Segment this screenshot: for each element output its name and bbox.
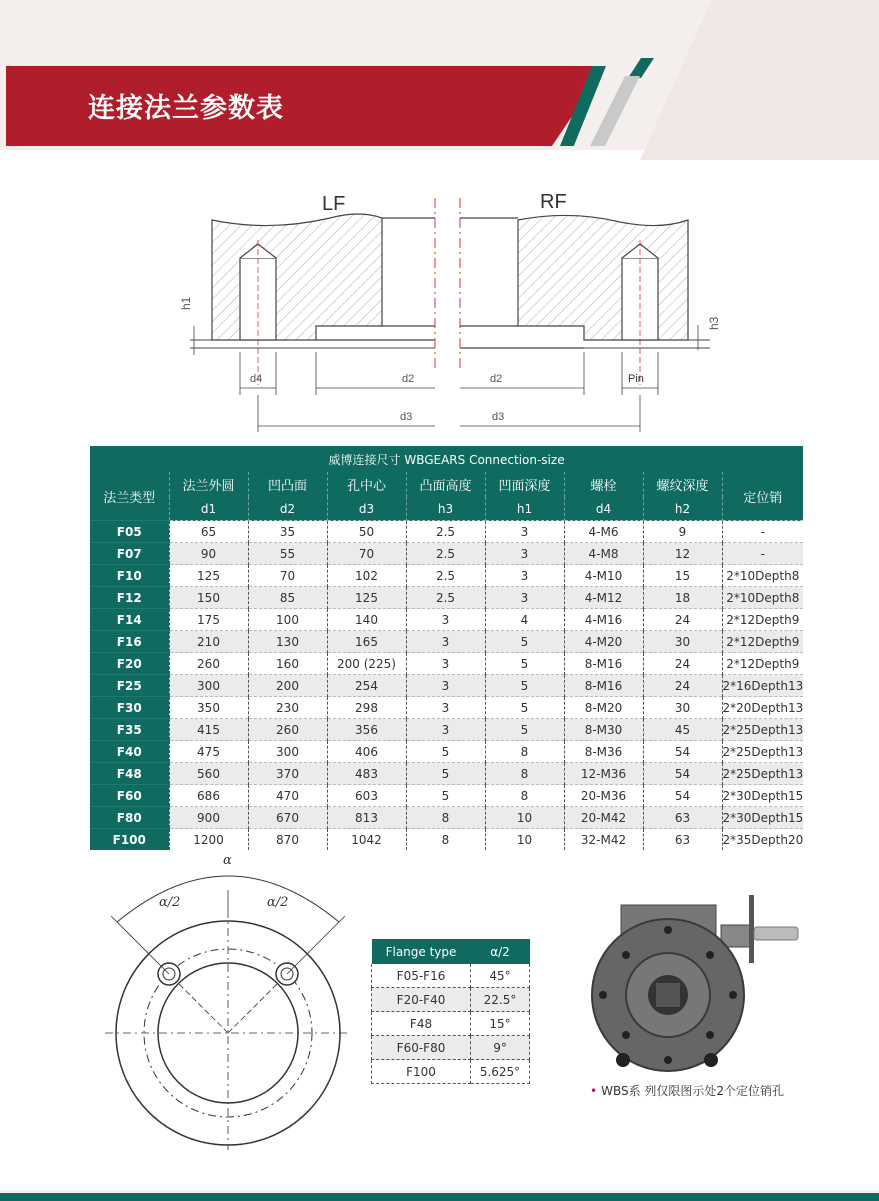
table-row — [90, 521, 803, 543]
table-cell: 8-M16 — [564, 675, 643, 697]
column-header: 凹凸面 — [248, 472, 327, 497]
table-cell: 20-M42 — [564, 807, 643, 829]
table-cell: 8 — [485, 763, 564, 785]
table-cell: 12 — [643, 543, 722, 565]
table-cell: 5 — [485, 719, 564, 741]
h1-label: h1 — [179, 296, 193, 310]
table-cell: 4-M12 — [564, 587, 643, 609]
table-cell: 3 — [406, 675, 485, 697]
d3-left-label: d3 — [400, 411, 413, 423]
table-cell: 3 — [406, 697, 485, 719]
angle-column-header: α/2 — [471, 939, 530, 964]
column-header: 法兰外圆 — [169, 472, 248, 497]
alpha-half-right-label: α/2 — [267, 895, 289, 910]
table-cell: 4-M10 — [564, 565, 643, 587]
column-header: 定位销 — [722, 472, 803, 521]
table-cell: 260 — [248, 719, 327, 741]
flange-section-diagram — [150, 180, 730, 440]
column-symbol: h3 — [406, 497, 485, 521]
table-cell: 603 — [327, 785, 406, 807]
table-cell: 210 — [169, 631, 248, 653]
flange-type-cell: F60 — [90, 785, 169, 807]
angle-cell: F20-F40 — [372, 988, 471, 1012]
table-cell: 85 — [248, 587, 327, 609]
table-cell: 90 — [169, 543, 248, 565]
table-cell: 2.5 — [406, 587, 485, 609]
table-cell: 254 — [327, 675, 406, 697]
table-cell: 2*30Depth15 — [722, 785, 803, 807]
rf-hatched-body — [518, 215, 688, 340]
table-cell: 200 (225) — [327, 653, 406, 675]
table-cell: 298 — [327, 697, 406, 719]
column-header: 法兰类型 — [90, 472, 169, 521]
table-cell: 475 — [169, 741, 248, 763]
d2-right-label: d2 — [490, 373, 503, 385]
table-cell: 8 — [406, 829, 485, 851]
column-symbol: d3 — [327, 497, 406, 521]
table-cell: 356 — [327, 719, 406, 741]
bullet-dot-icon: • — [590, 1084, 598, 1098]
table-row — [90, 807, 803, 829]
lf-hatched-body — [212, 214, 382, 340]
table-cell: 483 — [327, 763, 406, 785]
column-symbol: d2 — [248, 497, 327, 521]
table-cell: 30 — [643, 697, 722, 719]
column-symbol: d1 — [169, 497, 248, 521]
table-row — [90, 675, 803, 697]
table-cell: 3 — [485, 565, 564, 587]
table-cell: 200 — [248, 675, 327, 697]
column-symbol: h1 — [485, 497, 564, 521]
flange-type-cell: F16 — [90, 631, 169, 653]
table-cell: 3 — [485, 587, 564, 609]
table-cell: 50 — [327, 521, 406, 543]
lf-label: LF — [322, 193, 346, 215]
flange-type-cell: F80 — [90, 807, 169, 829]
angle-column-header: Flange type — [372, 939, 471, 964]
table-cell: 54 — [643, 763, 722, 785]
table-cell: 2.5 — [406, 543, 485, 565]
table-cell: 8 — [485, 785, 564, 807]
flange-type-cell: F48 — [90, 763, 169, 785]
table-row — [90, 565, 803, 587]
table-cell: 140 — [327, 609, 406, 631]
d4-label: d4 — [250, 373, 263, 385]
table-row — [90, 631, 803, 653]
table-cell: 9 — [643, 521, 722, 543]
table-cell: 18 — [643, 587, 722, 609]
table-cell: 2*25Depth13 — [722, 741, 803, 763]
table-row — [90, 697, 803, 719]
table-cell: 8 — [406, 807, 485, 829]
table-cell: - — [722, 543, 803, 565]
table-cell: 5 — [485, 675, 564, 697]
pin-label: Pin — [628, 373, 644, 385]
angle-cell: F05-F16 — [372, 964, 471, 988]
table-row — [90, 741, 803, 763]
angle-row — [372, 1060, 530, 1084]
table-cell: 4 — [485, 609, 564, 631]
bottom-bar — [0, 1193, 879, 1201]
table-cell: 70 — [248, 565, 327, 587]
table-cell: 8-M20 — [564, 697, 643, 719]
table-cell: 2*12Depth9 — [722, 653, 803, 675]
table-cell: 1042 — [327, 829, 406, 851]
product-image-card — [571, 875, 813, 1109]
table-row — [90, 543, 803, 565]
table-row — [90, 587, 803, 609]
angle-row — [372, 988, 530, 1012]
table-cell: 2*25Depth13 — [722, 763, 803, 785]
table-cell: 2*25Depth13 — [722, 719, 803, 741]
table-cell: 2*12Depth9 — [722, 609, 803, 631]
table-row — [90, 653, 803, 675]
table-cell: 24 — [643, 609, 722, 631]
d2-left-label: d2 — [402, 373, 415, 385]
table-cell: 54 — [643, 741, 722, 763]
column-header: 凹面深度 — [485, 472, 564, 497]
table-cell: 813 — [327, 807, 406, 829]
table-cell: 870 — [248, 829, 327, 851]
angle-cell: 15° — [471, 1012, 530, 1036]
connection-size-table — [90, 446, 803, 850]
table-cell: 300 — [248, 741, 327, 763]
table-cell: 300 — [169, 675, 248, 697]
table-cell: 4-M20 — [564, 631, 643, 653]
table-cell: 5 — [485, 697, 564, 719]
table-cell: 24 — [643, 653, 722, 675]
page-title: 连接法兰参数表 — [88, 93, 284, 124]
table-cell: 2*16Depth13 — [722, 675, 803, 697]
column-header: 螺纹深度 — [643, 472, 722, 497]
d3-right-label: d3 — [492, 411, 505, 423]
table-cell: 2*20Depth13 — [722, 697, 803, 719]
angle-cell: 5.625° — [471, 1060, 530, 1084]
table-cell: 5 — [485, 653, 564, 675]
table-cell: 3 — [406, 653, 485, 675]
table-cell: 54 — [643, 785, 722, 807]
flange-type-cell: F100 — [90, 829, 169, 851]
table-cell: 4-M6 — [564, 521, 643, 543]
table-cell: 686 — [169, 785, 248, 807]
gearbox-image — [571, 875, 813, 1080]
table-cell: 1200 — [169, 829, 248, 851]
product-caption-text: WBS系 列仅限图示处2个定位销孔 — [601, 1084, 785, 1098]
table-cell: 3 — [406, 631, 485, 653]
table-row — [90, 609, 803, 631]
table-cell: 2*10Depth8 — [722, 587, 803, 609]
table-row — [90, 719, 803, 741]
table-cell: 35 — [248, 521, 327, 543]
table-cell: 900 — [169, 807, 248, 829]
angle-cell: 22.5° — [471, 988, 530, 1012]
table-cell: 130 — [248, 631, 327, 653]
flange-type-cell: F14 — [90, 609, 169, 631]
table-cell: 5 — [406, 741, 485, 763]
table-cell: 165 — [327, 631, 406, 653]
table-cell: 45 — [643, 719, 722, 741]
table-row — [90, 785, 803, 807]
bg-decor-top-right — [640, 0, 879, 160]
flange-type-cell: F40 — [90, 741, 169, 763]
table-cell: 5 — [406, 763, 485, 785]
table-cell: 2.5 — [406, 521, 485, 543]
header-teal-accent — [628, 58, 654, 78]
flange-type-cell: F10 — [90, 565, 169, 587]
table-cell: 260 — [169, 653, 248, 675]
table-cell: 20-M36 — [564, 785, 643, 807]
table-cell: 12-M36 — [564, 763, 643, 785]
table-row — [90, 763, 803, 785]
table-cell: 470 — [248, 785, 327, 807]
table-cell: 2*35Depth20 — [722, 829, 803, 851]
alpha-half-left-label: α/2 — [159, 895, 181, 910]
table-cell: 5 — [485, 631, 564, 653]
table-cell: 63 — [643, 829, 722, 851]
table-cell: 670 — [248, 807, 327, 829]
flange-type-cell: F30 — [90, 697, 169, 719]
table-cell: 2*12Depth9 — [722, 631, 803, 653]
table-row — [90, 829, 803, 851]
table-cell: 70 — [327, 543, 406, 565]
table-cell: 24 — [643, 675, 722, 697]
table-cell: 8-M16 — [564, 653, 643, 675]
table-cell: 10 — [485, 829, 564, 851]
table-cell: 32-M42 — [564, 829, 643, 851]
angle-cell: 45° — [471, 964, 530, 988]
flange-type-cell: F35 — [90, 719, 169, 741]
table-cell: 3 — [485, 543, 564, 565]
table-cell: 2*30Depth15 — [722, 807, 803, 829]
angle-cell: F48 — [372, 1012, 471, 1036]
table-cell: 8-M36 — [564, 741, 643, 763]
table-cell: 2*10Depth8 — [722, 565, 803, 587]
table-cell: 125 — [169, 565, 248, 587]
angle-row — [372, 1012, 530, 1036]
table-cell: 3 — [406, 719, 485, 741]
flange-type-cell: F20 — [90, 653, 169, 675]
table-cell: 5 — [406, 785, 485, 807]
table-cell: 125 — [327, 587, 406, 609]
column-header: 凸面高度 — [406, 472, 485, 497]
table-cell: 230 — [248, 697, 327, 719]
table-cell: 406 — [327, 741, 406, 763]
column-header: 螺栓 — [564, 472, 643, 497]
table-cell: 160 — [248, 653, 327, 675]
table-cell: 350 — [169, 697, 248, 719]
table-cell: 100 — [248, 609, 327, 631]
table-cell: 3 — [406, 609, 485, 631]
angle-cell: F100 — [372, 1060, 471, 1084]
product-caption — [590, 1082, 784, 1099]
table-cell: 30 — [643, 631, 722, 653]
table-cell: 63 — [643, 807, 722, 829]
table-cell: 8 — [485, 741, 564, 763]
table-cell: 560 — [169, 763, 248, 785]
table-cell: - — [722, 521, 803, 543]
bolt-circle-diagram — [95, 850, 365, 1155]
table-cell: 2.5 — [406, 565, 485, 587]
h3-label: h3 — [707, 316, 721, 330]
table-cell: 102 — [327, 565, 406, 587]
angle-cell: 9° — [471, 1036, 530, 1060]
angle-row — [372, 964, 530, 988]
table-cell: 4-M16 — [564, 609, 643, 631]
flange-type-cell: F12 — [90, 587, 169, 609]
table-cell: 55 — [248, 543, 327, 565]
angle-cell: F60-F80 — [372, 1036, 471, 1060]
flange-type-cell: F07 — [90, 543, 169, 565]
column-header: 孔中心 — [327, 472, 406, 497]
table-cell: 150 — [169, 587, 248, 609]
angle-table — [371, 939, 530, 1084]
rf-label: RF — [540, 191, 567, 213]
column-symbol: d4 — [564, 497, 643, 521]
table-cell: 175 — [169, 609, 248, 631]
column-symbol: h2 — [643, 497, 722, 521]
table-caption: 威博连接尺寸 WBGEARS Connection-size — [90, 446, 803, 472]
table-cell: 15 — [643, 565, 722, 587]
flange-type-cell: F25 — [90, 675, 169, 697]
table-cell: 8-M30 — [564, 719, 643, 741]
alpha-label: α — [223, 853, 232, 868]
table-cell: 3 — [485, 521, 564, 543]
flange-type-cell: F05 — [90, 521, 169, 543]
table-cell: 65 — [169, 521, 248, 543]
table-cell: 10 — [485, 807, 564, 829]
angle-row — [372, 1036, 530, 1060]
table-cell: 370 — [248, 763, 327, 785]
table-cell: 415 — [169, 719, 248, 741]
table-cell: 4-M8 — [564, 543, 643, 565]
